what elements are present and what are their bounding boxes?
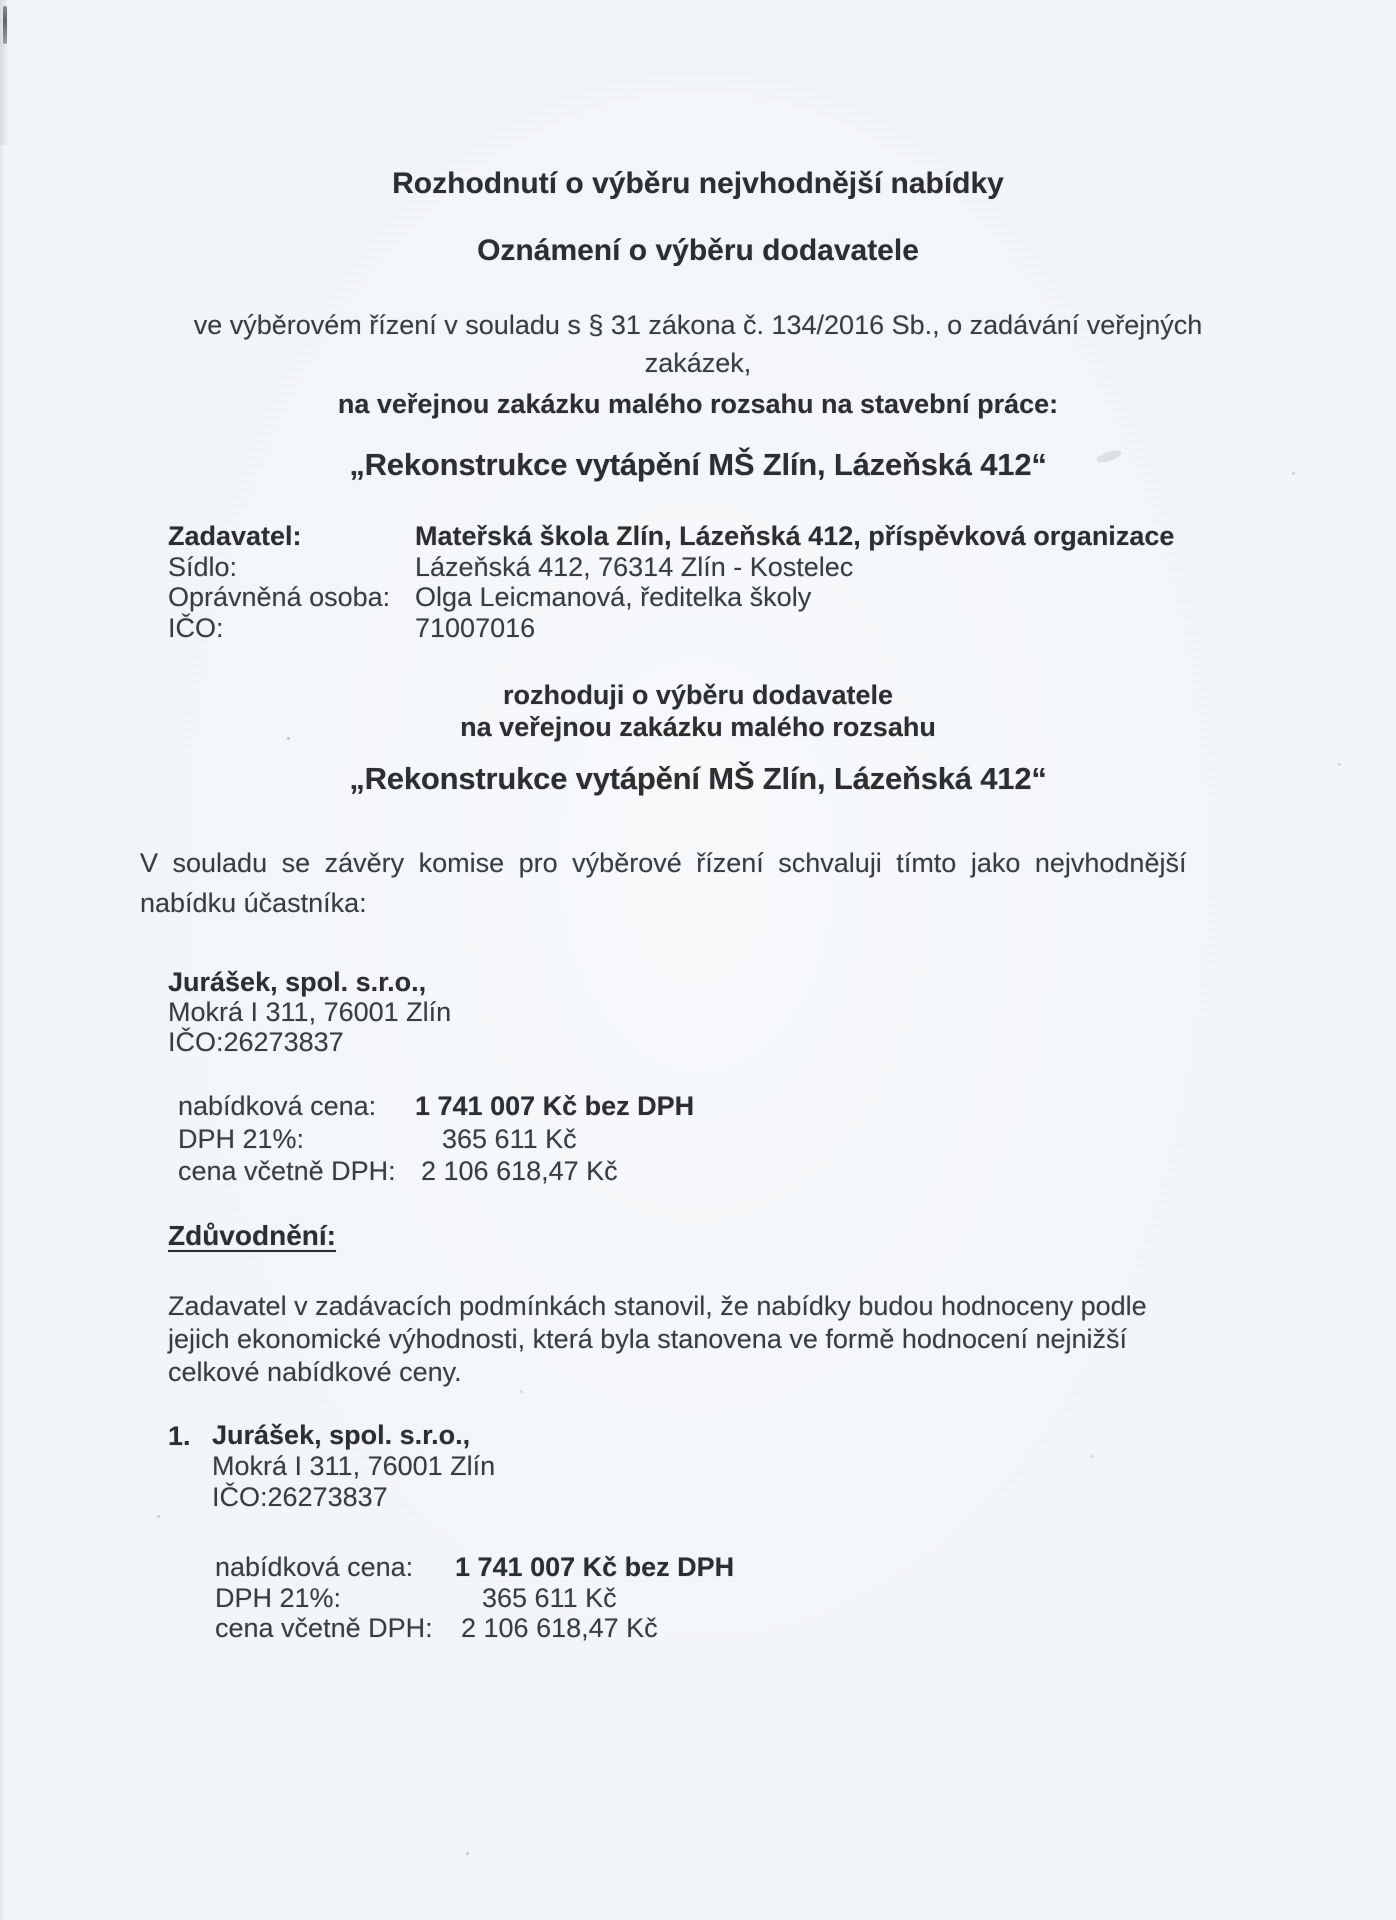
authority-label: Oprávněná osoba: bbox=[168, 582, 391, 613]
scan-edge-mark bbox=[3, 6, 7, 44]
price-row bbox=[178, 1155, 1294, 1188]
winner-address: Mokrá I 311, 76001 Zlín bbox=[168, 997, 452, 1027]
price-label: cena včetně DPH: bbox=[215, 1613, 433, 1643]
winner-ico: IČO:26273837 bbox=[168, 1027, 344, 1057]
authority-value: Mateřská škola Zlín, Lázeňská 412, příspěvková organizace bbox=[415, 521, 1175, 551]
doc-title: Rozhodnutí o výběru nejvhodnější nabídky bbox=[392, 167, 1004, 200]
authority-table bbox=[140, 521, 1284, 644]
ranking-item bbox=[140, 1420, 1284, 1513]
price-value: 1 741 007 Kč bez DPH bbox=[415, 1091, 695, 1121]
price-label: nabídková cena: bbox=[215, 1552, 414, 1582]
justification-line-3: celkové nabídkové ceny. bbox=[168, 1357, 462, 1387]
price-row bbox=[215, 1583, 1331, 1614]
winner-block bbox=[140, 967, 1284, 1057]
authority-value: Olga Leicmanová, ředitelka školy bbox=[415, 582, 812, 613]
ranking-address: Mokrá I 311, 76001 Zlín bbox=[212, 1451, 496, 1481]
justification-line-1: Zadavatel v zadávacích podmínkách stanovil, že nabídky budou hodnoceny podle bbox=[168, 1291, 1147, 1321]
ranking-price-table bbox=[140, 1552, 1331, 1644]
ranking-details bbox=[212, 1420, 495, 1513]
intro-paragraph bbox=[140, 306, 1256, 382]
price-label: cena včetně DPH: bbox=[178, 1156, 396, 1186]
authority-label: Sídlo: bbox=[168, 551, 238, 582]
price-value: 2 106 618,47 Kč bbox=[461, 1613, 658, 1643]
authority-row bbox=[168, 552, 1284, 583]
price-row bbox=[215, 1613, 1331, 1644]
approval-paragraph bbox=[140, 843, 1256, 923]
decision-line-2: na veřejnou zakázku malého rozsahu bbox=[460, 712, 936, 742]
decision-heading bbox=[140, 679, 1256, 743]
justification-heading: Zdůvodnění: bbox=[168, 1220, 336, 1251]
procurement-type-line: na veřejnou zakázku malého rozsahu na stavební práce: bbox=[337, 389, 1059, 419]
justification-line-2: jejich ekonomické výhodnosti, která byla stanovena ve formě hodnocení nejnižší bbox=[168, 1324, 1128, 1354]
ranking-ico: IČO:26273837 bbox=[212, 1482, 388, 1512]
authority-value: Lázeňská 412, 76314 Zlín - Kostelec bbox=[415, 551, 854, 582]
justification-paragraph bbox=[140, 1290, 1284, 1389]
winner-name: Jurášek, spol. s.r.o., bbox=[168, 967, 427, 997]
approval-line-2: nabídku účastníka: bbox=[140, 888, 367, 918]
price-value: 1 741 007 Kč bez DPH bbox=[455, 1552, 735, 1582]
authority-row bbox=[168, 521, 1284, 552]
price-value: 365 611 Kč bbox=[482, 1582, 617, 1613]
doc-subtitle: Oznámení o výběru dodavatele bbox=[477, 234, 919, 267]
price-label: DPH 21%: bbox=[215, 1582, 342, 1613]
authority-row bbox=[168, 613, 1284, 644]
price-value: 2 106 618,47 Kč bbox=[421, 1156, 618, 1186]
price-row bbox=[178, 1090, 1294, 1123]
scan-edge-shade bbox=[0, 0, 5, 1920]
price-row bbox=[215, 1552, 1331, 1583]
price-label: nabídková cena: bbox=[178, 1091, 377, 1121]
contract-name-heading-2: „Rekonstrukce vytápění MŠ Zlín, Lázeňská 412“ bbox=[349, 761, 1047, 796]
ranking-name: Jurášek, spol. s.r.o., bbox=[212, 1420, 471, 1450]
intro-line-1: ve výběrovém řízení v souladu s § 31 zákona č. 134/2016 Sb., o zadávání veřejných bbox=[193, 310, 1203, 340]
contract-name-heading: „Rekonstrukce vytápění MŠ Zlín, Lázeňská 412“ bbox=[349, 447, 1047, 482]
price-row bbox=[178, 1123, 1294, 1156]
price-table bbox=[140, 1090, 1294, 1188]
price-value: 365 611 Kč bbox=[442, 1123, 577, 1154]
approval-line-1: V souladu se závěry komise pro výběrové řízení schvaluji tímto jako nejvhodnější bbox=[140, 848, 1187, 878]
price-label: DPH 21%: bbox=[178, 1123, 305, 1154]
decision-line-1: rozhoduji o výběru dodavatele bbox=[502, 680, 894, 710]
authority-value: 71007016 bbox=[415, 613, 536, 644]
authority-label: IČO: bbox=[168, 613, 224, 644]
ranking-number: 1. bbox=[168, 1421, 191, 1451]
intro-line-2: zakázek, bbox=[644, 348, 752, 378]
authority-row bbox=[168, 582, 1284, 613]
authority-label: Zadavatel: bbox=[168, 521, 302, 551]
